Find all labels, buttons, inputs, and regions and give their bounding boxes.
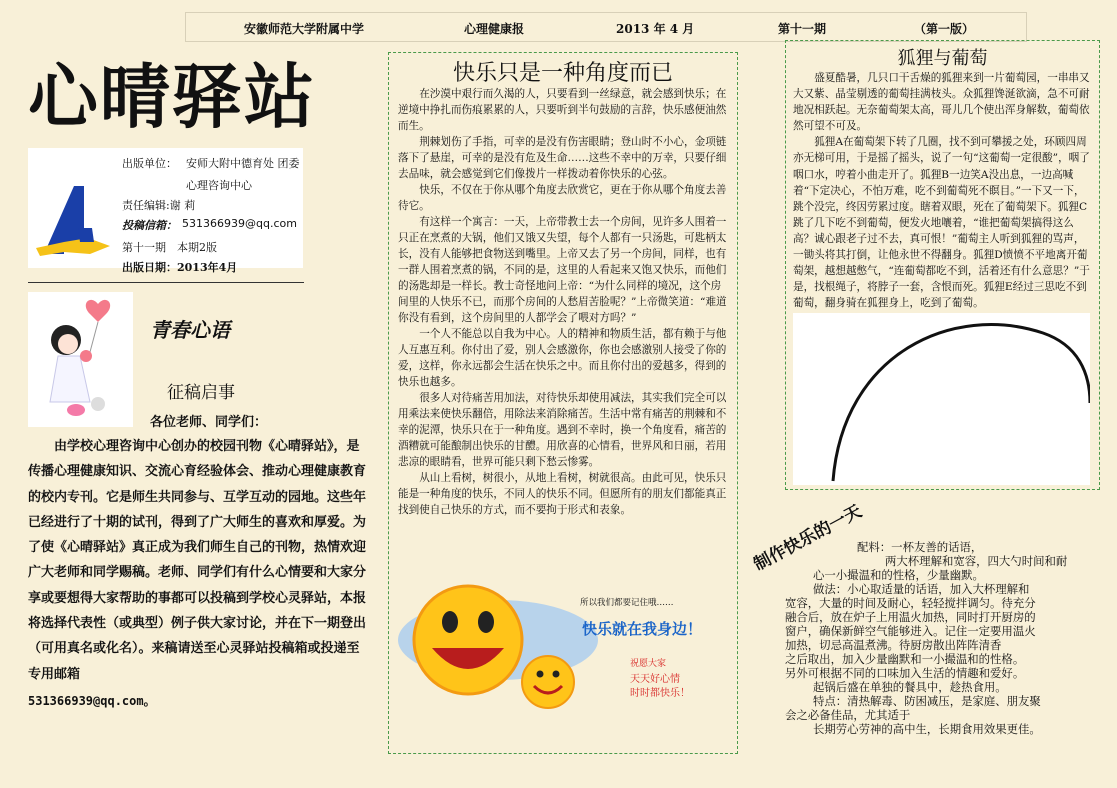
recipe-line: 起锅后盛在单独的餐具中，趁热食用。 [813,680,1007,694]
recipe-line: 会之必备佳品，尤其适于 [785,708,911,722]
divider [28,282,304,283]
paragraph: 盛夏酷暑，几只口干舌燥的狐狸来到一片葡萄园，一串串又大又紫、晶莹剔透的葡萄挂满枝头。众狐狸馋涎欲滴，急不可耐地况相跃起。无奈葡萄架太高，哥儿几个使出浑身解数，葡萄依然可望不可及。 [793,72,1090,133]
masthead-title: 心晴驿站 [28,56,316,138]
recipe-line: 两大杯理解和宽容，四大勺时间和耐 [885,554,1068,568]
section-title: 青春心语 [150,318,230,342]
issue-date: 2013 年 4 月 [616,22,695,36]
paragraph: 有这样一个寓言：一天，上帝带教士去一个房间，见许多人围着一只正在烹煮的大锅，他们又饿又失望，每个人都有一只汤匙，可匙柄太长，没有人能够把食物送到嘴里。上帝又去了另一个房间，同样，也有一群人围着烹煮的锅，不同的是，这里的人看起来又饱又快乐，而他们的汤匙却是一样长。教士奇怪地问上帝：“为什么同样的境况，这个房间里的人快乐不已，而那个房间的人愁眉苦脸呢？”上帝微笑道：“难道你没有看到，这个房间里的人都学会了喂对方吗？” [398,216,727,324]
story-body [793,70,1090,320]
wish-line: 天天好心情 [630,674,680,685]
paragraph: 快乐，不仅在于你从哪个角度去欣赏它，更在于你从哪个角度去善待它。 [398,184,727,212]
paragraph: 狐狸A在葡萄架下转了几圈，找不到可攀援之处，环顾四周亦无梯可用，于是摇了摇头，说了一句“这葡萄一定很酸”，咽了咽口水，哼着小曲走开了。狐狸B一边笑A没出息，一边高喊着“下定决心，不怕万难，吃不到葡萄死不瞑目。”一下又一下，跳个没完，终因劳累过度。瞎着双眼，死在了葡萄架下。狐狸C跳了几下吃不到葡萄，便发火地嚷着，“谁把葡萄架搞得这么高？诚心跟老子过不去，真可恨！”葡萄主人听到狐狸的骂声，一锄头将其打倒，让他永世不得翻身。狐狸D愤愤不平地离开葡萄架，越想越憋气，“连葡萄都吃不到，活着还有什么意思？”于是，找根绳子，将脖子一套，含恨而死。狐狸E经过三思吃不到葡萄，翻身骑在狐狸身上，吃到了葡萄。 [793,136,1090,310]
paragraph: 在沙漠中艰行而久渴的人，只要看到一丝绿意，就会感到快乐；在逆境中挣扎而伤痕累累的人，只要听到半句鼓励的言辞，快乐感便油然而生。 [398,88,727,132]
paragraph: 一个人不能总以自我为中心。人的精神和物质生活，都有赖于与他人互惠互利。你付出了爱，别人会感激你，你也会感激别人接受了你的爱，这样，你永远都会生活在快乐之中。而且你付出的爱越多，得到的快乐也越多。 [398,328,727,388]
paragraph: 从山上看树，树很小，从地上看树，树就很高。由此可见，快乐只能是一种角度的快乐，不同人的快乐不同。但愿所有的朋友们都能真正找到使自己快乐的方式，而不要拘于形式和表象。 [398,472,727,516]
bubble-top: 所以我们都要记住哦…… [580,598,674,608]
story-title: 狐狸与葡萄 [897,48,988,69]
paragraph: 很多人对待痛苦用加法，对待快乐却使用减法，其实我们完全可以用乘法来使快乐翻倍，用除法来消除痛苦。生活中常有痛苦的荆棘和不幸的泥潭，快乐只在于一种角度。遇到不幸时，换一个角度看，痛苦的酒糟就可能酿制出快乐的甘醴。用欣喜的心情看，世界风和日丽，若用悲凉的眼睛看，世界可能只剩下愁云惨雾。 [398,392,727,468]
recipe-body [785,540,1097,736]
issue-header [185,12,1027,42]
email-address: 531366939@qq.com [182,217,297,230]
recipe-title: 制作快乐的一天 [750,501,866,575]
issue-line: 第十一期 本期2版 [122,241,217,254]
paragraph: 荆棘划伤了手指，可幸的是没有伤害眼睛；登山时不小心，金项链落下了悬崖，可幸的是没有危及生命……这些不幸中的万幸，只要仔细去品味，就会感觉到它们像拨片一样拨动着你快乐的心弦。 [398,136,727,180]
girl-illustration [28,292,133,427]
publisher-line-1: 安师大附中德育处 团委 [186,157,300,170]
wish-line: 祝愿大家 [630,659,667,669]
paper-name: 心理健康报 [464,22,525,36]
story-image [793,313,1090,485]
wish-line: 时时都快乐！ [630,688,690,699]
publisher-line-2: 心理咨询中心 [186,179,252,192]
notice-heading: 征稿启事 [167,383,235,403]
article-body [398,86,730,518]
recipe-line: 配料：一杯友善的话语， [857,540,983,554]
recipe-line: 心一小撮温和的性格，少量幽默。 [813,568,984,582]
arc-shape-icon [793,313,1090,485]
recipe-line: 之后取出，加入少量幽默和一小撮温和的性格。 [785,652,1025,666]
recipe-line: 加热，切忌高温煮沸。待厨房散出阵阵清香 [785,638,1002,652]
recipe-line: 另外可根据不同的口味加入生活的情趣和爱好。 [785,666,1025,680]
recipe-line: 融合后，放在炉子上用温火加热，同时打开厨房的 [785,610,1036,624]
date-line: 出版日期：2013年4月 [122,261,238,274]
page-number: （第一版） [914,22,975,36]
notice-greeting: 各位老师、同学们： [150,415,268,430]
bubble-main: 快乐就在我身边！ [582,620,703,638]
school-name: 安徽师范大学附属中学 [244,22,365,36]
recipe-line: 窗户，确保新鲜空气能够进入。记住一定要用温火 [785,624,1036,638]
notice-email: 531366939@qq.com。 [28,694,156,708]
email-label: 投稿信箱： [122,219,177,232]
article-title: 快乐只是一种角度而已 [452,61,673,86]
publisher-label: 出版单位： [122,157,177,170]
issue-number: 第十一期 [778,22,827,36]
school-logo-icon [34,182,114,262]
recipe-line: 长期劳心劳神的高中生，长期食用效果更佳。 [813,722,1041,736]
smiley-banner [398,582,728,712]
notice-body: 由学校心理咨询中心创办的校园刊物《心晴驿站》，是传播心理健康知识、交流心育经验体会、推动心理健康教育的校内专刊。它是师生共同参与、互学互动的园地。这些年已经进行了十期的试刊，得到了广大师生的喜欢和厚爱。为了使《心晴驿站》真正成为我们师生自己的刊物，热情欢迎广大老师和同学赐稿。老师、同学们有什么心情要和大家分享或要想得大家帮助的事都可以投稿到学校心灵驿站，本报将选择代表性（或典型）例子供大家讨论，并在下一期登出（可用真名或化名）。来稿请送至心灵驿站投稿箱或投递至专用邮箱 [28,439,367,682]
recipe-line: 特点：清热解毒、防困减压，是家庭、朋友聚 [813,694,1041,708]
editor-line: 责任编辑:谢 莉 [122,199,196,212]
recipe-line: 宽容，大量的时间及耐心，轻轻搅拌调匀。待充分 [785,596,1036,610]
recipe-line: 做法：小心取适量的话语，加入大杯理解和 [813,582,1030,596]
